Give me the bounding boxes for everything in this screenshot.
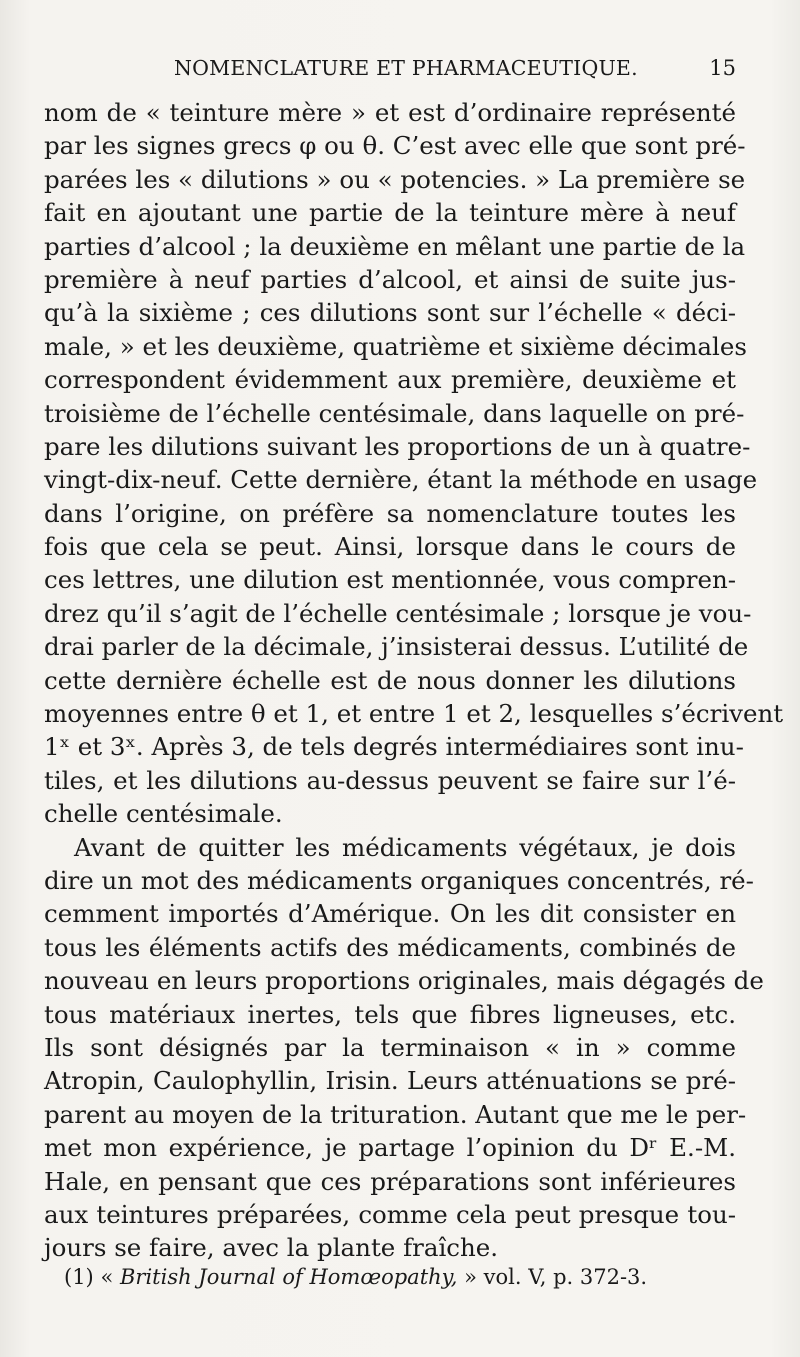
text-line: tiles, et les dilutions au-dessus peuvent se faire sur l’é- [44, 765, 736, 795]
text-line: dans l’origine, on préfère sa nomenclature toutes les [44, 498, 736, 528]
running-title: NOMENCLATURE ET PHARMACEUTIQUE. [174, 56, 638, 80]
text-line: qu’à la sixième ; ces dilutions sont sur l’échelle « déci- [44, 298, 736, 328]
text-line: Hale, en pensant que ces préparations sont inférieures [44, 1166, 736, 1196]
text-line: jours se faire, avec la plante fraîche. [44, 1233, 499, 1263]
text-line: drai parler de la décimale, j’insisterai dessus. L’utilité de [44, 632, 749, 662]
text-line: aux teintures préparées, comme cela peut presque tou- [44, 1199, 736, 1229]
footnote-open-quote: « [100, 1265, 114, 1289]
text-line: met mon expérience, je partage l’opinion du Dʳ E.-M. [44, 1133, 736, 1163]
page-number: 15 [709, 56, 736, 80]
text-line: fois que cela se peut. Ainsi, lorsque dans le cours de [44, 532, 736, 562]
footnote-close-quote: » [464, 1265, 477, 1289]
text-line: drez qu’il s’agit de l’échelle centésimale ; lorsque je vou- [44, 598, 752, 628]
text-line: correspondent évidemment aux première, deuxième et [44, 365, 736, 395]
footnote [64, 1262, 736, 1292]
text-line: parties d’alcool ; la deuxième en mêlant une partie de la [44, 231, 746, 261]
text-line: tous matériaux inertes, tels que fibres ligneuses, etc. [44, 999, 736, 1029]
text-line: 1ˣ et 3ˣ. Après 3, de tels degrés intermédiaires sont inu- [44, 732, 744, 762]
paragraphs [44, 96, 784, 1265]
footnote-reference: vol. V, p. 372-3. [483, 1265, 648, 1289]
text-line: Avant de quitter les médicaments végétaux, je dois [74, 832, 736, 862]
footnote-journal: British Journal of Homœopathy, [119, 1265, 458, 1289]
body-text [44, 96, 784, 1265]
footnote-marker: (1) [64, 1265, 94, 1289]
text-line: première à neuf parties d’alcool, et ainsi de suite jus- [44, 264, 736, 294]
text-line: cette dernière échelle est de nous donner les dilutions [44, 665, 736, 695]
text-line: pare les dilutions suivant les proportions de un à quatre- [44, 431, 751, 461]
text-line: par les signes grecs φ ou θ. C’est avec elle que sont pré- [44, 131, 746, 161]
text-line: troisième de l’échelle centésimale, dans laquelle on pré- [44, 398, 745, 428]
text-line: vingt-dix-neuf. Cette dernière, étant la méthode en usage [44, 465, 758, 495]
running-head [44, 56, 736, 86]
text-line: moyennes entre θ et 1, et entre 1 et 2, lesquelles s’écrivent [44, 699, 784, 729]
text-line: tous les éléments actifs des médicaments, combinés de [44, 932, 736, 962]
text-line: parent au moyen de la trituration. Autant que me le per- [44, 1099, 747, 1129]
text-line: cemment importés d’Amérique. On les dit consister en [44, 899, 736, 929]
paragraph [44, 831, 764, 1265]
text-line: chelle centésimale. [44, 799, 283, 829]
text-line: parées les « dilutions » ou « potencies. » La première se [44, 164, 746, 194]
text-line: Ils sont désignés par la terminaison « in » comme [44, 1032, 736, 1062]
text-line: nouveau en leurs proportions originales, mais dégagés de [44, 966, 764, 996]
text-line: nom de « teinture mère » et est d’ordinaire représenté [44, 98, 736, 127]
text-line: dire un mot des médicaments organiques concentrés, ré- [44, 865, 754, 895]
paragraph [44, 96, 784, 831]
text-line: Atropin, Caulophyllin, Irisin. Leurs atténuations se pré- [44, 1066, 736, 1096]
text-line: male, » et les deuxième, quatrième et sixième décimales [44, 331, 747, 361]
text-line: fait en ajoutant une partie de la teinture mère à neuf [44, 198, 736, 228]
text-line: ces lettres, une dilution est mentionnée, vous compren- [44, 565, 736, 595]
